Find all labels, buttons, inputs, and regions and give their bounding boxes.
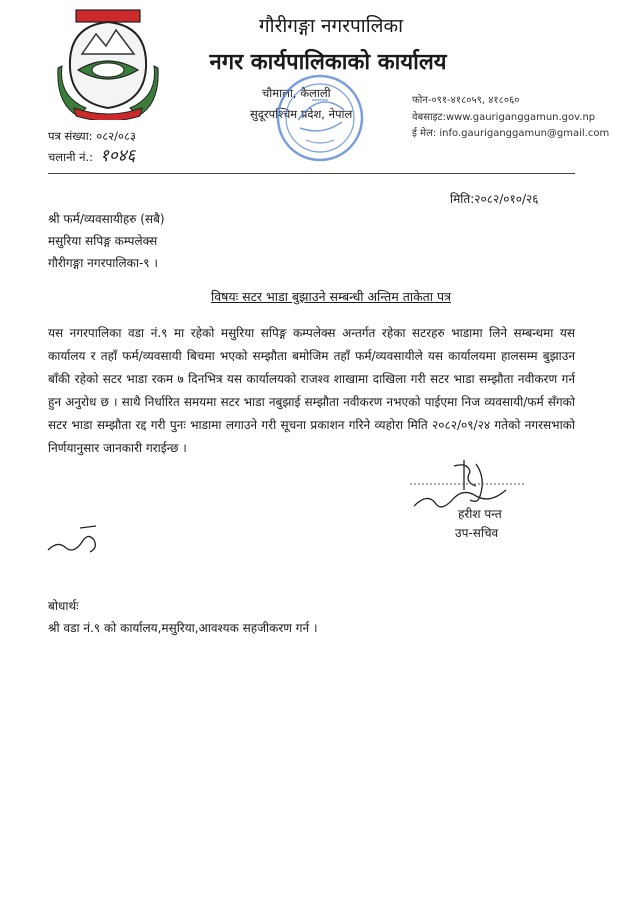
municipality-name: गौरीगङ्गा नगरपालिका <box>258 15 404 37</box>
signatory-name: हरीश पन्त <box>458 507 502 521</box>
website-link[interactable]: वेबसाइट:www.gauriganggamun.gov.np <box>412 112 596 123</box>
patra-sankhya: पत्र संख्या: ०८२/०८३ <box>48 129 136 143</box>
chalani-number-handwritten: १०४६ <box>100 146 136 166</box>
recipient-line-2: मसुरिया सपिङ्ग कम्पलेक्स <box>48 234 158 248</box>
recipient-line-1: श्री फर्म/व्यवसायीहरु (सबै) <box>48 212 165 226</box>
office-stamp <box>272 70 368 166</box>
signatory-title: उप-सचिव <box>455 526 499 540</box>
bodhartha-recipient: श्री वडा नं.९ को कार्यालय,मसुरिया,आवश्यक सहजीकरण गर्न । <box>48 621 318 635</box>
address-line-1: चौमाला, कैलाली <box>262 86 331 100</box>
address-line-2: सुदूरपश्चिम प्रदेश, नेपाल <box>250 107 353 121</box>
phone-text: फोन-०९१-४१८०५९, ४१८०६० <box>412 95 520 106</box>
subject-line: विषयः सटर भाडा बुझाउने सम्बन्धी अन्तिम ताकेता पत्र <box>210 289 452 304</box>
bodhartha-label: बोधार्थः <box>48 599 79 613</box>
letter-body: यस नगरपालिका वडा नं.९ मा रहेको मसुरिया सपिङ्ग कम्पलेक्स अन्तर्गत रहेका सटरहरु भाडामा लिने सम्बन्धमा यस कार्यालय र तहाँ फर्म/व्यवसायी बिचमा भएको सम्झौता बमोजिम तहाँ फर्म/व्यवसायीले यस कार्यालयमा हालसम्म बुझाउन बाँकी रहेको सटर भाडा रकम ७ दिनभित्र यस कार्यालयको राजश्व शाखामा दाखिला गरी सटर भाडा सम्झौता नवीकरण गर्न हुन अनुरोध छ । साथै निर्धारित समयमा सटर भाडा नबुझाई सम्झौता नवीकरण नभएको पाईएमा निज व्यवसायी/फर्म सँगको सटर भाडा सम्झौता रद्द गरी पुनः भाडामा लगाउने गरी सूचना प्रकाशन गरिने व्यहोरा मिति २०८२/०९/२४ गतेको नगरसभाको निर्णयानुसार जानकारी गराईन्छ । <box>48 326 575 455</box>
nepal-emblem-logo <box>56 8 160 120</box>
header-divider <box>48 173 575 174</box>
chalani-label: चलानी नं.: <box>48 150 94 164</box>
letter-date: मिति:२०८२/०१०/२६ <box>450 192 539 206</box>
email-link[interactable]: ई मेल: info.gauriganggamun@gmail.com <box>412 128 610 139</box>
recipient-line-3: गौरीगङ्गा नगरपालिका-९ । <box>48 256 158 270</box>
handwritten-initial <box>44 522 102 558</box>
office-name: नगर कार्यपालिकाको कार्यालय <box>209 50 447 75</box>
